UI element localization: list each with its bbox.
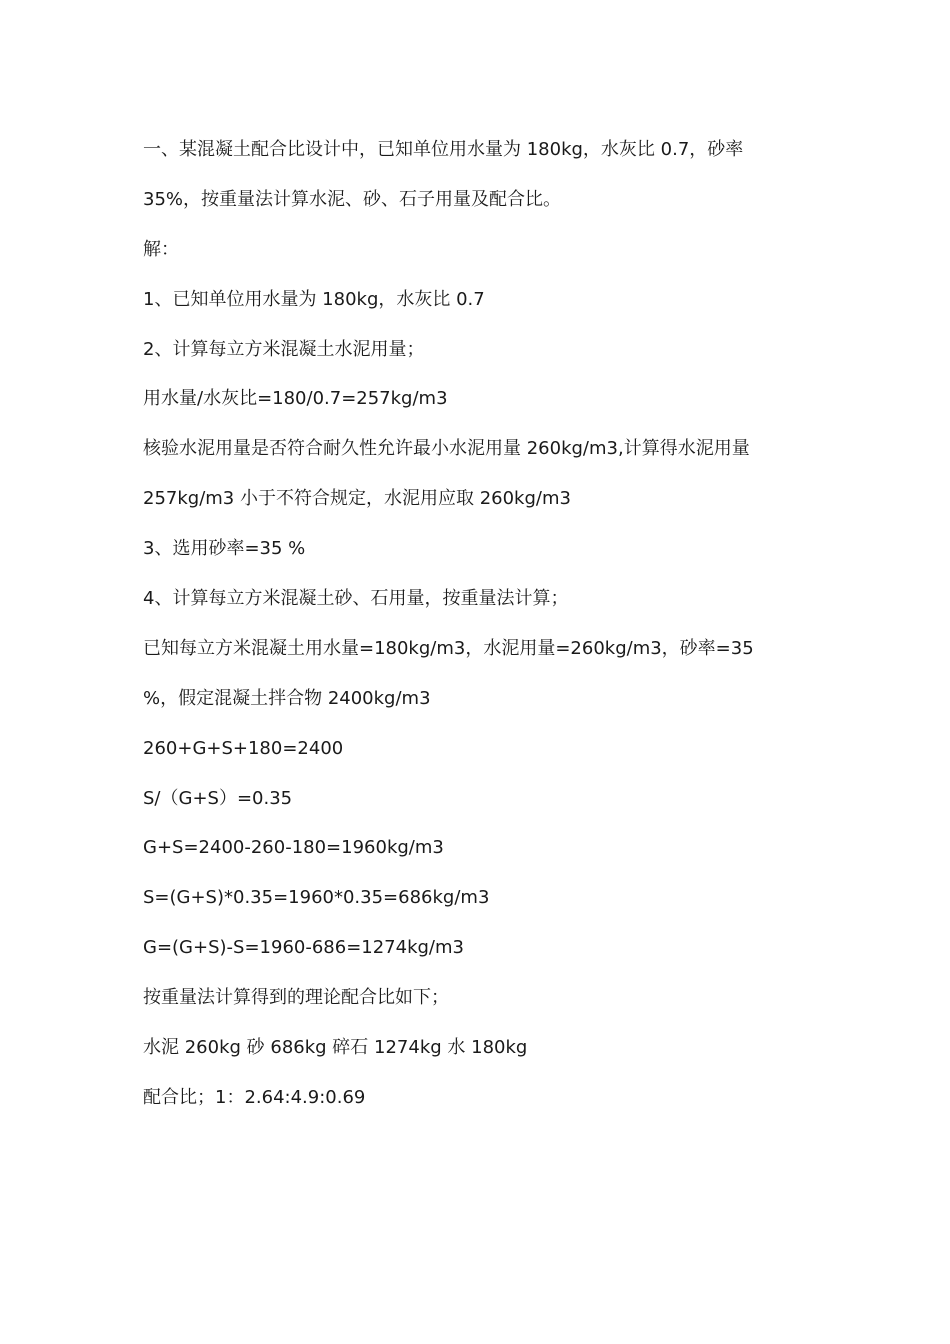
durability-check-line-1: 核验水泥用量是否符合耐久性允许最小水泥用量 260kg/m3,计算得水泥用量 xyxy=(143,438,750,460)
known-values-line-2: %，假定混凝土拌合物 2400kg/m3 xyxy=(143,687,431,709)
equation-mass-balance: 260+G+S+180=2400 xyxy=(143,737,344,759)
equation-sand: S=(G+S)*0.35=1960*0.35=686kg/m3 xyxy=(143,887,490,909)
step-3: 3、选用砂率=35 % xyxy=(143,538,306,560)
step-2: 2、计算每立方米混凝土水泥用量； xyxy=(143,338,425,360)
problem-statement-line-1: 一、某混凝土配合比设计中，已知单位用水量为 180kg，水灰比 0.7，砂率 xyxy=(143,139,744,160)
step-4: 4、计算每立方米混凝土砂、石用量，按重量法计算； xyxy=(143,588,569,610)
equation-sand-ratio: S/（G+S）=0.35 xyxy=(143,787,293,809)
problem-statement-line-2: 35%，按重量法计算水泥、砂、石子用量及配合比。 xyxy=(143,188,562,210)
equation-gravel: G=(G+S)-S=1960-686=1274kg/m3 xyxy=(143,937,464,959)
cement-calculation: 用水量/水灰比=180/0.7=257kg/m3 xyxy=(143,388,448,410)
equation-aggregate-total: G+S=2400-260-180=1960kg/m3 xyxy=(143,837,444,859)
step-1: 1、已知单位用水量为 180kg，水灰比 0.7 xyxy=(143,288,485,310)
result-heading: 按重量法计算得到的理论配合比如下； xyxy=(143,987,449,1009)
durability-check-line-2: 257kg/m3 小于不符合规定，水泥用应取 260kg/m3 xyxy=(143,488,571,510)
result-mix-ratio: 配合比；1：2.64:4.9:0.69 xyxy=(143,1086,366,1108)
solution-heading: 解： xyxy=(143,238,179,260)
document-body xyxy=(143,132,803,1130)
known-values-line-1: 已知每立方米混凝土用水量=180kg/m3，水泥用量=260kg/m3，砂率=35 xyxy=(143,637,754,659)
result-quantities: 水泥 260kg 砂 686kg 碎石 1274kg 水 180kg xyxy=(143,1037,528,1059)
